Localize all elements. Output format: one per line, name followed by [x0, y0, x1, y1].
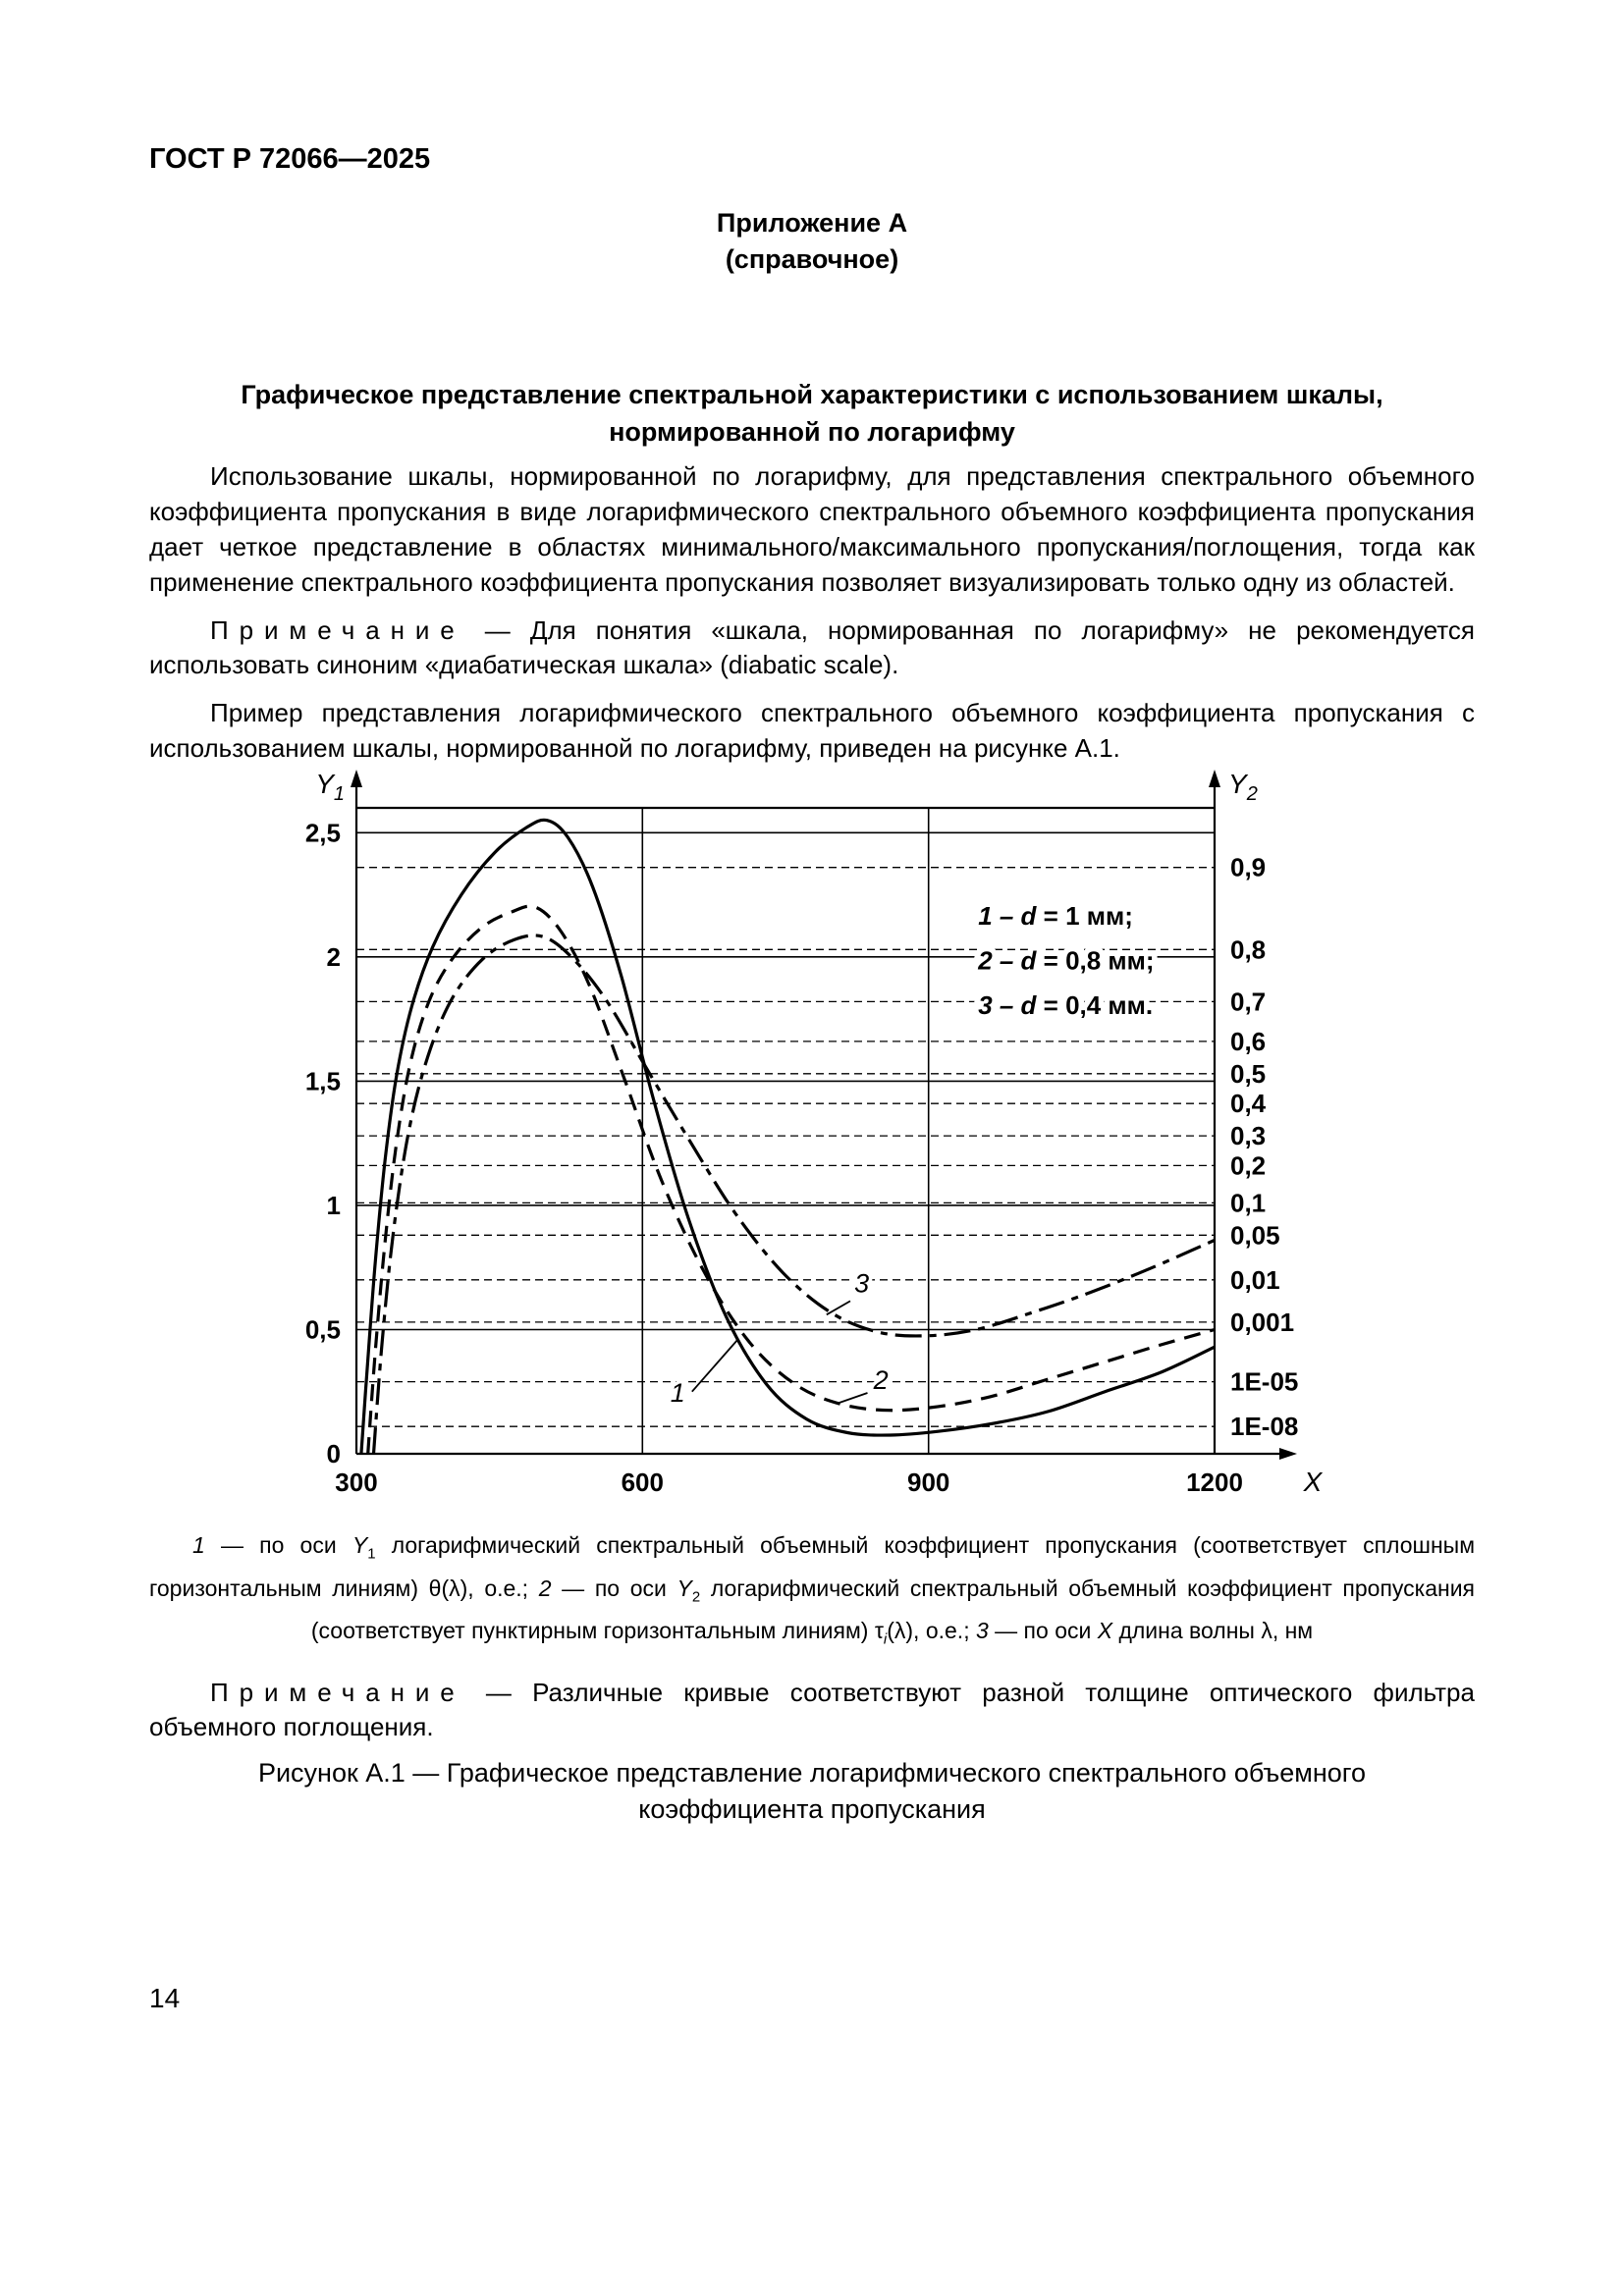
svg-text:0,6: 0,6 — [1230, 1026, 1267, 1056]
svg-text:2: 2 — [326, 941, 341, 972]
legend-entry-3: 3 – d = 0,4 мм. — [978, 990, 1154, 1021]
caption-segment: 1 — [192, 1532, 205, 1558]
figure-caption — [149, 1528, 1475, 1657]
svg-text:0,2: 0,2 — [1230, 1150, 1267, 1181]
chart-legend — [977, 901, 1154, 1020]
caption-segment: длина волны λ, нм — [1112, 1618, 1314, 1644]
tick-labels — [305, 769, 1324, 1497]
svg-text:0,01: 0,01 — [1230, 1264, 1280, 1295]
note-1-text: — Для понятия «шкала, нормированная по логарифму» не рекомендуется использовать синоним «диабатическая шкала» (diabatic scale). — [149, 615, 1475, 679]
section-title-line2: нормированной по логарифму — [609, 417, 1015, 447]
y2-axis-label: $Y_2$ — [1228, 769, 1258, 805]
svg-text:1Е-08: 1Е-08 — [1230, 1412, 1299, 1442]
axes — [356, 783, 1283, 1454]
svg-text:0: 0 — [326, 1439, 341, 1468]
caption-segment: логарифмический спектральный объемный коэффициент пропускания (соответствует сплошным горизонтальным линиям) θ(λ), о.е.; — [149, 1532, 1476, 1601]
figure-chart — [292, 768, 1332, 1502]
note-2-label: Примечание — [210, 1677, 465, 1707]
axis-arrowheads — [351, 770, 1297, 1460]
svg-text:300: 300 — [335, 1468, 378, 1497]
doc-header — [149, 143, 1475, 176]
annex-subtitle: (справочное) — [725, 244, 899, 274]
paragraph-2: Пример представления логарифмического спектрального объемного коэффициента пропускания с использованием шкалы, нормированной по логарифму, приведен на рисунке А.1. — [149, 698, 1475, 763]
svg-text:600: 600 — [621, 1468, 664, 1497]
svg-text:0,1: 0,1 — [1230, 1188, 1267, 1218]
curve-3-label: 3 — [854, 1268, 870, 1299]
curve-1-label: 1 — [670, 1377, 685, 1408]
note-2 — [149, 1676, 1475, 1744]
y1-axis-label: $Y_1$ — [315, 769, 345, 805]
svg-text:1200: 1200 — [1186, 1468, 1243, 1497]
figure-label-line2: коэффициента пропускания — [638, 1793, 986, 1824]
curve-2 — [368, 906, 1215, 1454]
legend-entry-2: 2 – d = 0,8 мм; — [978, 945, 1155, 976]
svg-text:0,8: 0,8 — [1230, 934, 1267, 965]
svg-text:1Е-05: 1Е-05 — [1230, 1366, 1299, 1397]
caption-segment: — по оси — [204, 1532, 352, 1558]
figure-label-line1: Рисунок А.1 — Графическое представление логарифмического спектрального объемного — [257, 1757, 1367, 1788]
section-title — [149, 376, 1475, 451]
caption-segment: — по оси — [551, 1575, 677, 1601]
svg-text:2,5: 2,5 — [304, 818, 341, 848]
svg-text:0,5: 0,5 — [304, 1314, 341, 1345]
caption-segment: Y — [677, 1575, 692, 1601]
caption-segment: 2 — [538, 1575, 552, 1601]
note-1 — [149, 614, 1475, 682]
section-title-line1: Графическое представление спектральной характеристики с использованием шкалы, — [241, 380, 1383, 409]
svg-text:1,5: 1,5 — [304, 1066, 341, 1096]
curve-3-leader — [827, 1301, 850, 1314]
svg-text:0,7: 0,7 — [1230, 987, 1267, 1017]
caption-segment: i — [883, 1630, 888, 1648]
paragraph-1: Использование шкалы, нормированной по логарифму, для представления спектрального объемного коэффициента пропускания в виде логарифмического спектрального объемного коэффициента пропускания дает четкое представление в областях минимального/максимального пропускания/поглощения, тогда как применение спектрального коэффициента пропускания позволяет визуализировать только одну из областей. — [149, 461, 1475, 597]
figure-label — [149, 1755, 1475, 1828]
caption-segment: Y — [352, 1532, 368, 1558]
svg-text:0,5: 0,5 — [1230, 1058, 1267, 1089]
curve-2-leader — [839, 1393, 867, 1403]
figure-a1 — [149, 768, 1475, 1657]
caption-segment: логарифмический спектральный объемный коэффициент пропускания (соответствует пунктирным горизонтальным линиям) τ — [310, 1575, 1475, 1644]
caption-segment: — по оси — [988, 1618, 1098, 1644]
svg-text:0,001: 0,001 — [1230, 1307, 1295, 1337]
standard-number: ГОСТ Р 72066—2025 — [149, 143, 431, 175]
note-2-text: — Различные кривые соответствуют разной толщине оптического фильтра объемного поглощения. — [149, 1677, 1475, 1741]
svg-text:0,4: 0,4 — [1230, 1089, 1267, 1119]
caption-segment: 3 — [975, 1618, 989, 1644]
svg-text:0,3: 0,3 — [1230, 1121, 1267, 1151]
caption-segment: X — [1097, 1618, 1113, 1644]
page-number: 14 — [149, 1983, 181, 2013]
annex-title: Приложение А — [716, 208, 908, 238]
legend-entry-1: 1 – d = 1 мм; — [978, 900, 1133, 931]
x-axis-label: X — [1303, 1467, 1323, 1497]
svg-text:0,05: 0,05 — [1230, 1220, 1280, 1251]
caption-segment: 2 — [691, 1588, 701, 1606]
svg-text:0,9: 0,9 — [1230, 852, 1267, 882]
caption-segment: (λ), о.е.; — [887, 1618, 976, 1644]
caption-segment: 1 — [367, 1545, 376, 1563]
svg-text:900: 900 — [907, 1468, 950, 1497]
annex-heading — [149, 205, 1475, 278]
note-1-label: Примечание — [210, 615, 465, 645]
curve-1-leader — [692, 1340, 738, 1392]
curve-2-label: 2 — [873, 1365, 889, 1396]
svg-text:1: 1 — [326, 1190, 341, 1220]
